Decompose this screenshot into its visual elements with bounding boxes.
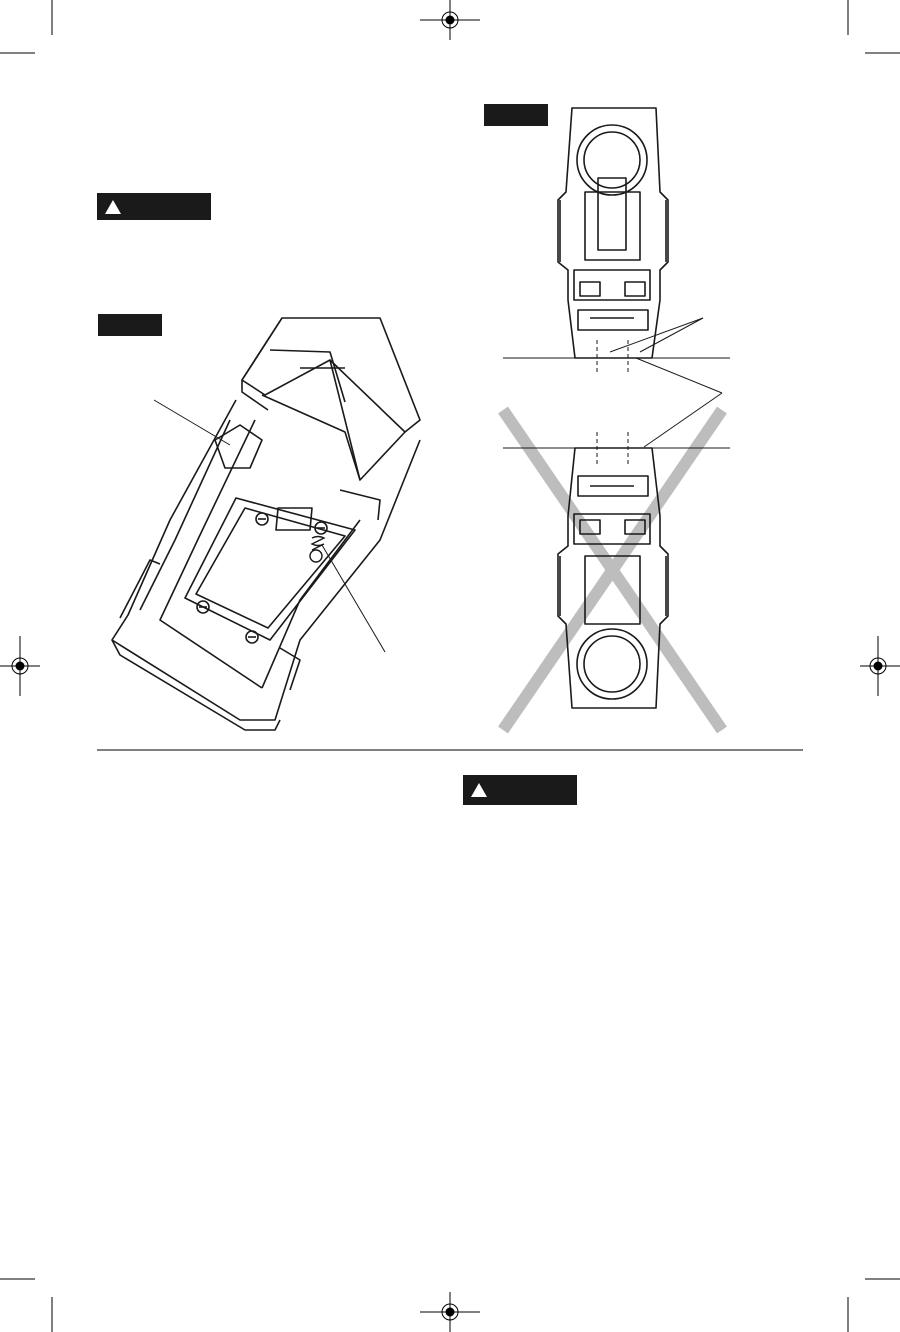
tool-top-view-upright	[558, 108, 668, 358]
incorrect-orientation-cross	[503, 410, 722, 730]
